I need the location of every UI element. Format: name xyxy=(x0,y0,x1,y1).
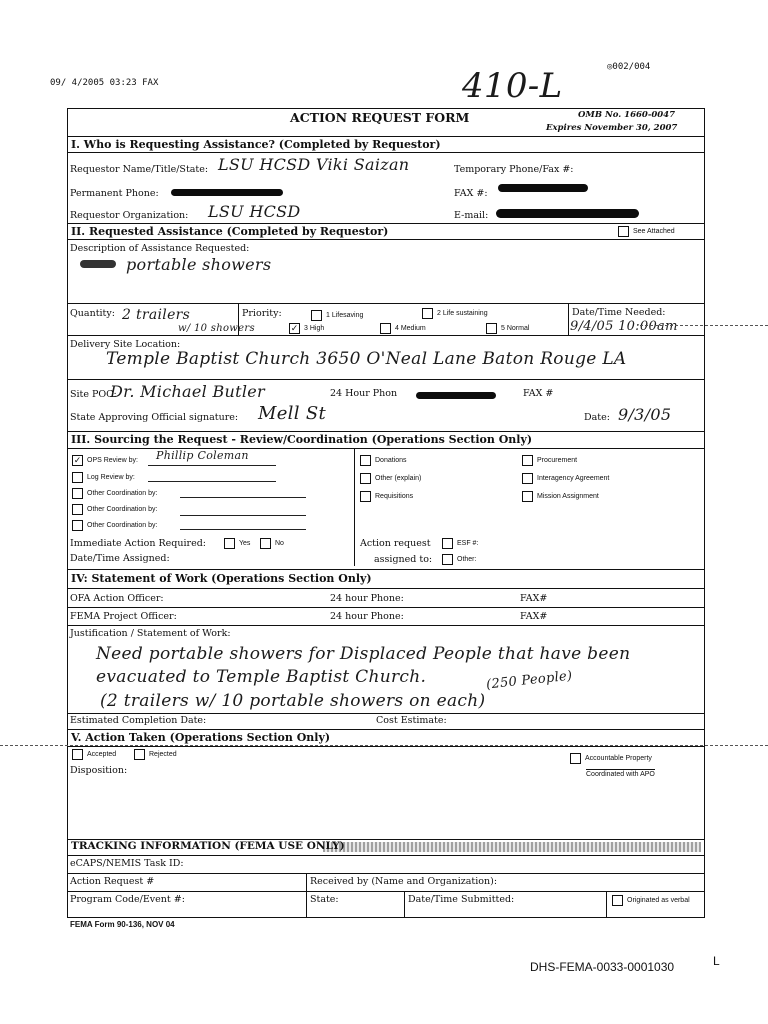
cost-estimate-label: Cost Estimate: xyxy=(376,715,447,726)
accountable-property[interactable] xyxy=(570,753,652,764)
quantity-value[interactable]: 2 trailers xyxy=(122,307,191,323)
divider xyxy=(354,448,355,566)
received-by-label: Received by (Name and Organization): xyxy=(310,876,498,887)
log-review-checkbox[interactable] xyxy=(72,472,83,483)
other-explain-label: Other (explain) xyxy=(375,475,422,482)
action-request-label: Action request xyxy=(360,538,431,549)
donations-label: Donations xyxy=(375,457,407,464)
divider xyxy=(238,303,239,335)
divider xyxy=(68,569,704,570)
underline xyxy=(180,515,306,516)
other-coordination[interactable] xyxy=(72,488,157,499)
section5-heading: V. Action Taken (Operations Section Only) xyxy=(71,731,331,744)
scan-noise xyxy=(323,842,701,852)
originated-verbal[interactable] xyxy=(612,895,690,906)
fema-officer-label: FEMA Project Officer: xyxy=(70,611,177,622)
priority-option-label: 4 Medium xyxy=(395,325,426,332)
requestor-org-value[interactable]: LSU HCSD xyxy=(208,202,301,221)
form-title: ACTION REQUEST FORM xyxy=(290,110,470,125)
procurement-checkbox[interactable] xyxy=(522,455,533,466)
ops-review-value[interactable]: Phillip Coleman xyxy=(156,449,249,462)
omb-expires: Expires November 30, 2007 xyxy=(546,123,678,133)
date-submitted-label: Date/Time Submitted: xyxy=(408,894,515,905)
ecaps-label: eCAPS/NEMIS Task ID: xyxy=(70,858,184,869)
procurement-label: Procurement xyxy=(537,457,578,464)
accepted[interactable] xyxy=(72,749,116,760)
ops-review-label: OPS Review by: xyxy=(87,457,138,464)
date-needed-value[interactable]: 9/4/05 10:00am xyxy=(570,319,678,334)
priority-checkbox[interactable] xyxy=(380,323,391,334)
ofa-phone-label: 24 hour Phone: xyxy=(330,593,404,604)
verbal-label: Originated as verbal xyxy=(627,897,690,904)
immediate-no[interactable] xyxy=(260,538,284,549)
other-coordination-label: Other Coordination by: xyxy=(87,522,158,529)
divider xyxy=(568,303,569,335)
action-request-number-label: Action Request # xyxy=(70,876,155,887)
signature-label: State Approving Official signature: xyxy=(70,412,239,423)
disposition-label: Disposition: xyxy=(70,765,128,776)
date-needed-label: Date/Time Needed: xyxy=(572,307,666,318)
divider xyxy=(68,136,704,137)
other-coordination-checkbox[interactable] xyxy=(72,520,83,531)
redaction xyxy=(498,184,588,192)
redaction xyxy=(416,392,496,399)
other-coordination-label: Other Coordination by: xyxy=(87,490,158,497)
divider xyxy=(68,891,704,892)
ops-review-checkbox-checked[interactable]: ✓ xyxy=(73,455,82,465)
scribble-mark xyxy=(80,260,116,268)
divider xyxy=(68,588,704,589)
divider xyxy=(606,891,607,917)
rejected-label: Rejected xyxy=(149,751,177,758)
scan-line xyxy=(640,325,768,326)
divider xyxy=(68,855,704,856)
phone24-label: 24 Hour Phon xyxy=(330,388,398,399)
justification-line[interactable]: Need portable showers for Displaced People that have been xyxy=(96,644,631,664)
fax-datetime: 09/ 4/2005 03:23 FAX xyxy=(50,78,159,88)
other-checkbox[interactable] xyxy=(442,554,453,565)
source-interagency[interactable] xyxy=(522,473,609,484)
priority-option-label: 1 Lifesaving xyxy=(326,312,364,319)
divider xyxy=(68,335,704,336)
priority-option-label: 2 Life sustaining xyxy=(437,310,488,317)
source-donations[interactable] xyxy=(360,455,407,466)
ofa-fax-label: FAX# xyxy=(520,593,548,604)
divider xyxy=(404,891,405,917)
site-poc-value[interactable]: Dr. Michael Butler xyxy=(110,382,265,401)
fema-fax-label: FAX# xyxy=(520,611,548,622)
requisitions-checkbox[interactable] xyxy=(360,491,371,502)
justification-line[interactable]: evacuated to Temple Baptist Church. xyxy=(96,667,427,687)
fax-page-number: 002/004 xyxy=(612,62,651,72)
other-coordination[interactable] xyxy=(72,504,157,515)
description-label: Description of Assistance Requested: xyxy=(70,243,250,254)
signature-value[interactable]: Mell St xyxy=(258,403,326,424)
mission-assignment-label: Mission Assignment xyxy=(537,493,599,500)
see-attached-label: See Attached xyxy=(633,228,675,235)
other-label: Other: xyxy=(457,556,477,563)
accepted-label: Accepted xyxy=(87,751,117,758)
divider xyxy=(68,729,704,730)
section2-heading: II. Requested Assistance (Completed by Requestor) xyxy=(71,225,389,238)
priority-checkbox[interactable] xyxy=(422,308,433,319)
tracking-heading: TRACKING INFORMATION (FEMA USE ONLY) xyxy=(71,840,345,852)
source-mission-assignment[interactable] xyxy=(522,491,599,502)
coordinated-apo-label: Coordinated with APO xyxy=(586,771,655,778)
bates-number: DHS-FEMA-0033-0001030 xyxy=(530,960,675,974)
no-checkbox[interactable] xyxy=(260,538,271,549)
yes-label: Yes xyxy=(239,540,251,547)
date-value[interactable]: 9/3/05 xyxy=(618,405,672,424)
date-label: Date: xyxy=(584,412,610,423)
other-explain-checkbox[interactable] xyxy=(360,473,371,484)
redaction xyxy=(171,189,283,196)
yes-checkbox[interactable] xyxy=(224,538,235,549)
temp-phone-label: Temporary Phone/Fax #: xyxy=(454,164,574,175)
assigned-other[interactable] xyxy=(442,554,476,565)
divider xyxy=(68,303,704,304)
requisitions-label: Requisitions xyxy=(375,493,414,500)
priority-option-selected[interactable] xyxy=(289,323,324,334)
fema-phone-label: 24 hour Phone: xyxy=(330,611,404,622)
divider xyxy=(68,625,704,626)
quantity-value-detail: w/ 10 showers xyxy=(178,323,255,334)
mission-assignment-checkbox[interactable] xyxy=(522,491,533,502)
priority-checkbox-checked[interactable]: ✓ xyxy=(290,323,299,333)
other-coordination-checkbox[interactable] xyxy=(72,488,83,499)
interagency-checkbox[interactable] xyxy=(522,473,533,484)
priority-option[interactable] xyxy=(422,308,488,319)
priority-checkbox[interactable] xyxy=(311,310,322,321)
other-coordination-checkbox[interactable] xyxy=(72,504,83,515)
rejected-checkbox[interactable] xyxy=(134,749,145,760)
esf-checkbox[interactable] xyxy=(442,538,453,549)
state-label: State: xyxy=(310,894,339,905)
underline xyxy=(148,481,276,482)
fax-page xyxy=(607,62,650,72)
scan-line xyxy=(0,745,768,746)
section3-heading: III. Sourcing the Request - Review/Coordination (Operations Section Only) xyxy=(71,433,533,446)
poc-fax-label: FAX # xyxy=(523,388,554,399)
verbal-checkbox[interactable] xyxy=(612,895,623,906)
accepted-checkbox[interactable] xyxy=(72,749,83,760)
assigned-to-label: assigned to: xyxy=(374,554,433,565)
requestor-name-value[interactable]: LSU HCSD Viki Saizan xyxy=(218,155,410,174)
divider xyxy=(68,239,704,240)
handwritten-ref: 410-L xyxy=(462,66,563,106)
log-review[interactable] xyxy=(72,472,135,483)
program-code-label: Program Code/Event #: xyxy=(70,894,185,905)
completion-date-label: Estimated Completion Date: xyxy=(70,715,207,726)
immediate-action-label: Immediate Action Required: xyxy=(70,538,206,549)
underline xyxy=(180,529,306,530)
ops-review[interactable] xyxy=(72,455,138,466)
see-attached[interactable] xyxy=(618,226,675,237)
priority-option[interactable] xyxy=(486,323,529,334)
action-request-form xyxy=(67,108,705,918)
requestor-name-label: Requestor Name/Title/State: xyxy=(70,164,209,175)
source-requisitions[interactable] xyxy=(360,491,413,502)
divider xyxy=(68,607,704,608)
no-label: No xyxy=(275,540,284,547)
omb-number: OMB No. 1660-0047 xyxy=(578,110,676,120)
priority-option-label: 5 Normal xyxy=(501,325,530,332)
email-label: E-mail: xyxy=(454,210,489,221)
divider xyxy=(68,379,704,380)
delivery-value[interactable]: Temple Baptist Church 3650 O'Neal Lane Baton Rouge LA xyxy=(106,349,627,369)
ofa-officer-label: OFA Action Officer: xyxy=(70,593,164,604)
interagency-label: Interagency Agreement xyxy=(537,475,610,482)
immediate-yes[interactable] xyxy=(224,538,250,549)
underline xyxy=(148,465,276,466)
priority-option[interactable] xyxy=(311,310,363,321)
accountable-checkbox[interactable] xyxy=(570,753,581,764)
justification-label: Justification / Statement of Work: xyxy=(70,628,231,639)
description-value[interactable]: portable showers xyxy=(126,255,272,274)
divider xyxy=(306,873,307,917)
permanent-phone-label: Permanent Phone: xyxy=(70,188,159,199)
priority-label: Priority: xyxy=(242,308,282,319)
esf[interactable] xyxy=(442,538,478,549)
rejected[interactable] xyxy=(134,749,177,760)
people-note: (250 People) xyxy=(485,668,574,693)
divider xyxy=(68,873,704,874)
priority-checkbox[interactable] xyxy=(486,323,497,334)
donations-checkbox[interactable] xyxy=(360,455,371,466)
see-attached-checkbox[interactable] xyxy=(618,226,629,237)
fax-label: FAX #: xyxy=(454,188,488,199)
other-coordination-label: Other Coordination by: xyxy=(87,506,158,513)
requestor-org-label: Requestor Organization: xyxy=(70,210,189,221)
divider xyxy=(68,152,704,153)
section1-heading: I. Who is Requesting Assistance? (Completed by Requestor) xyxy=(71,138,441,151)
esf-label: ESF #: xyxy=(457,540,479,547)
accountable-label: Accountable Property xyxy=(585,755,652,762)
site-poc-label: Site POC: xyxy=(70,389,117,400)
date-assigned-label: Date/Time Assigned: xyxy=(70,553,170,564)
divider xyxy=(68,431,704,432)
source-procurement[interactable] xyxy=(522,455,577,466)
log-review-label: Log Review by: xyxy=(87,474,135,481)
section4-heading: IV: Statement of Work (Operations Section Only) xyxy=(71,572,372,585)
divider xyxy=(68,713,704,714)
redaction xyxy=(496,209,639,218)
fax-icon: ◎ xyxy=(607,62,613,72)
divider xyxy=(68,746,704,747)
form-number: FEMA Form 90-136, NOV 04 xyxy=(70,920,175,929)
priority-option[interactable] xyxy=(380,323,426,334)
underline xyxy=(180,497,306,498)
corner-mark: L xyxy=(713,954,720,968)
other-coordination[interactable] xyxy=(72,520,157,531)
quantity-label: Quantity: xyxy=(70,308,115,319)
source-other[interactable] xyxy=(360,473,421,484)
justification-line[interactable]: (2 trailers w/ 10 portable showers on each) xyxy=(100,691,486,711)
delivery-label: Delivery Site Location: xyxy=(70,339,181,350)
divider xyxy=(68,223,704,224)
priority-option-label: 3 High xyxy=(304,325,325,332)
